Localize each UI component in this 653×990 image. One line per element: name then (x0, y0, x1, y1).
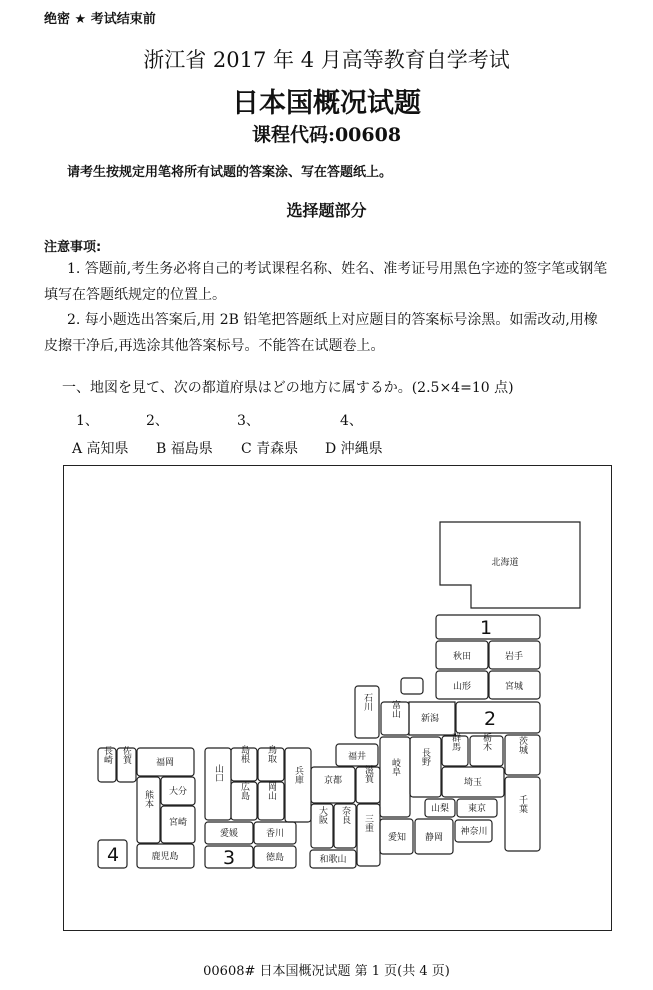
label-tochigi: 栃木 (481, 733, 491, 751)
blank-4: 4、 (340, 413, 363, 429)
label-hokkaido: 北海道 (491, 558, 519, 568)
instruction: 请考生按规定用笔将所有试题的答案涂、写在答题纸上。 (67, 165, 393, 180)
label-ehime: 愛媛 (219, 829, 239, 839)
label-osaka: 大阪 (317, 806, 327, 824)
option-b: B 福島県 (156, 441, 213, 457)
note-2-line-1: 2. 每小题选出答案后,用 2B 铅笔把答题纸上对应题目的答案标号涂黑。如需改动,用橡 (67, 312, 598, 328)
label-gifu: 岐阜 (390, 758, 400, 776)
label-nara: 奈良 (340, 806, 350, 824)
option-a: A 高知県 (72, 441, 129, 457)
label-hyogo: 兵庫 (293, 766, 303, 784)
label-miyazaki: 宮崎 (168, 818, 188, 828)
option-c: C 青森県 (241, 441, 299, 457)
label-kyoto: 京都 (323, 776, 343, 786)
label-shizuoka: 静岡 (424, 833, 444, 843)
label-kumamoto: 熊本 (143, 790, 153, 808)
marker-4: 4 (106, 844, 120, 866)
label-fukuoka: 福岡 (155, 758, 175, 768)
marker-2: 2 (483, 708, 497, 730)
label-saitama: 埼玉 (463, 778, 483, 788)
label-aichi: 愛知 (387, 833, 407, 843)
label-chiba: 千葉 (517, 795, 527, 813)
page-footer: 00608# 日本国概况试题 第 1 页(共 4 页) (203, 964, 450, 979)
subject-title: 日本国概况试题 (232, 88, 421, 119)
label-kagoshima: 鹿児島 (151, 852, 179, 862)
label-saga: 佐賀 (121, 746, 131, 764)
label-ibaraki: 茨城 (517, 736, 527, 754)
course-code: 课程代码:00608 (251, 124, 402, 146)
section-title: 选择题部分 (286, 201, 367, 220)
marker-1: 1 (479, 617, 493, 639)
secret-mark: 绝密 ★ 考试结束前 (44, 12, 156, 27)
label-nagano: 長野 (420, 748, 430, 766)
note-1-line-1: 1. 答题前,考生务必将自己的考试课程名称、姓名、准考证号用黑色字迹的签字笔或钢笔 (67, 261, 608, 277)
hyogo-box (285, 748, 311, 822)
marker-2-box (456, 702, 540, 733)
label-hiroshima: 広島 (239, 782, 249, 800)
label-yamanashi: 山梨 (430, 804, 450, 814)
option-d: D 沖縄県 (325, 441, 383, 457)
note-1-line-2: 填写在答题纸规定的位置上。 (44, 287, 226, 303)
exam-title: 浙江省 2017 年 4 月高等教育自学考试 (143, 48, 510, 72)
label-nagasaki: 長崎 (102, 746, 112, 764)
yamaguchi-box (205, 748, 231, 820)
label-fukui: 福井 (347, 752, 367, 762)
label-ishikawa: 石川 (362, 693, 372, 711)
kumamoto-box (137, 777, 160, 843)
label-tottori: 鳥取 (266, 745, 276, 763)
sado-island (401, 678, 423, 694)
label-yamaguchi: 山口 (213, 764, 223, 782)
label-shimane: 島根 (239, 745, 249, 763)
question-prompt: 一、地図を見て、次の都道府県はどの地方に属するか。(2.5×4=10 点) (62, 380, 514, 396)
notes-heading: 注意事项: (44, 240, 102, 255)
label-okayama: 岡山 (266, 782, 276, 800)
label-miyagi: 宮城 (504, 682, 524, 692)
label-akita: 秋田 (452, 652, 472, 662)
label-tokyo: 東京 (467, 804, 487, 814)
label-mie: 三重 (363, 814, 373, 832)
blank-1: 1、 (76, 413, 99, 429)
gifu-box (380, 737, 410, 817)
label-toyama: 富山 (390, 700, 400, 718)
label-niigata: 新潟 (420, 714, 440, 724)
label-iwate: 岩手 (504, 652, 524, 662)
label-tokushima: 徳島 (265, 853, 285, 863)
label-yamagata: 山形 (452, 682, 472, 692)
label-wakayama: 和歌山 (319, 855, 347, 865)
label-gunma: 群馬 (450, 733, 460, 751)
blank-3: 3、 (237, 413, 260, 429)
blank-2: 2、 (146, 413, 169, 429)
marker-3: 3 (222, 847, 236, 869)
label-kagawa: 香川 (265, 829, 285, 839)
label-oita: 大分 (168, 787, 188, 797)
nagano-box (410, 737, 441, 797)
label-shiga: 滋賀 (363, 765, 373, 783)
note-2-line-2: 皮擦干净后,再选涂其他答案标号。不能答在试题卷上。 (44, 338, 385, 354)
chiba-box (505, 777, 540, 851)
label-kanagawa: 神奈川 (460, 827, 488, 837)
